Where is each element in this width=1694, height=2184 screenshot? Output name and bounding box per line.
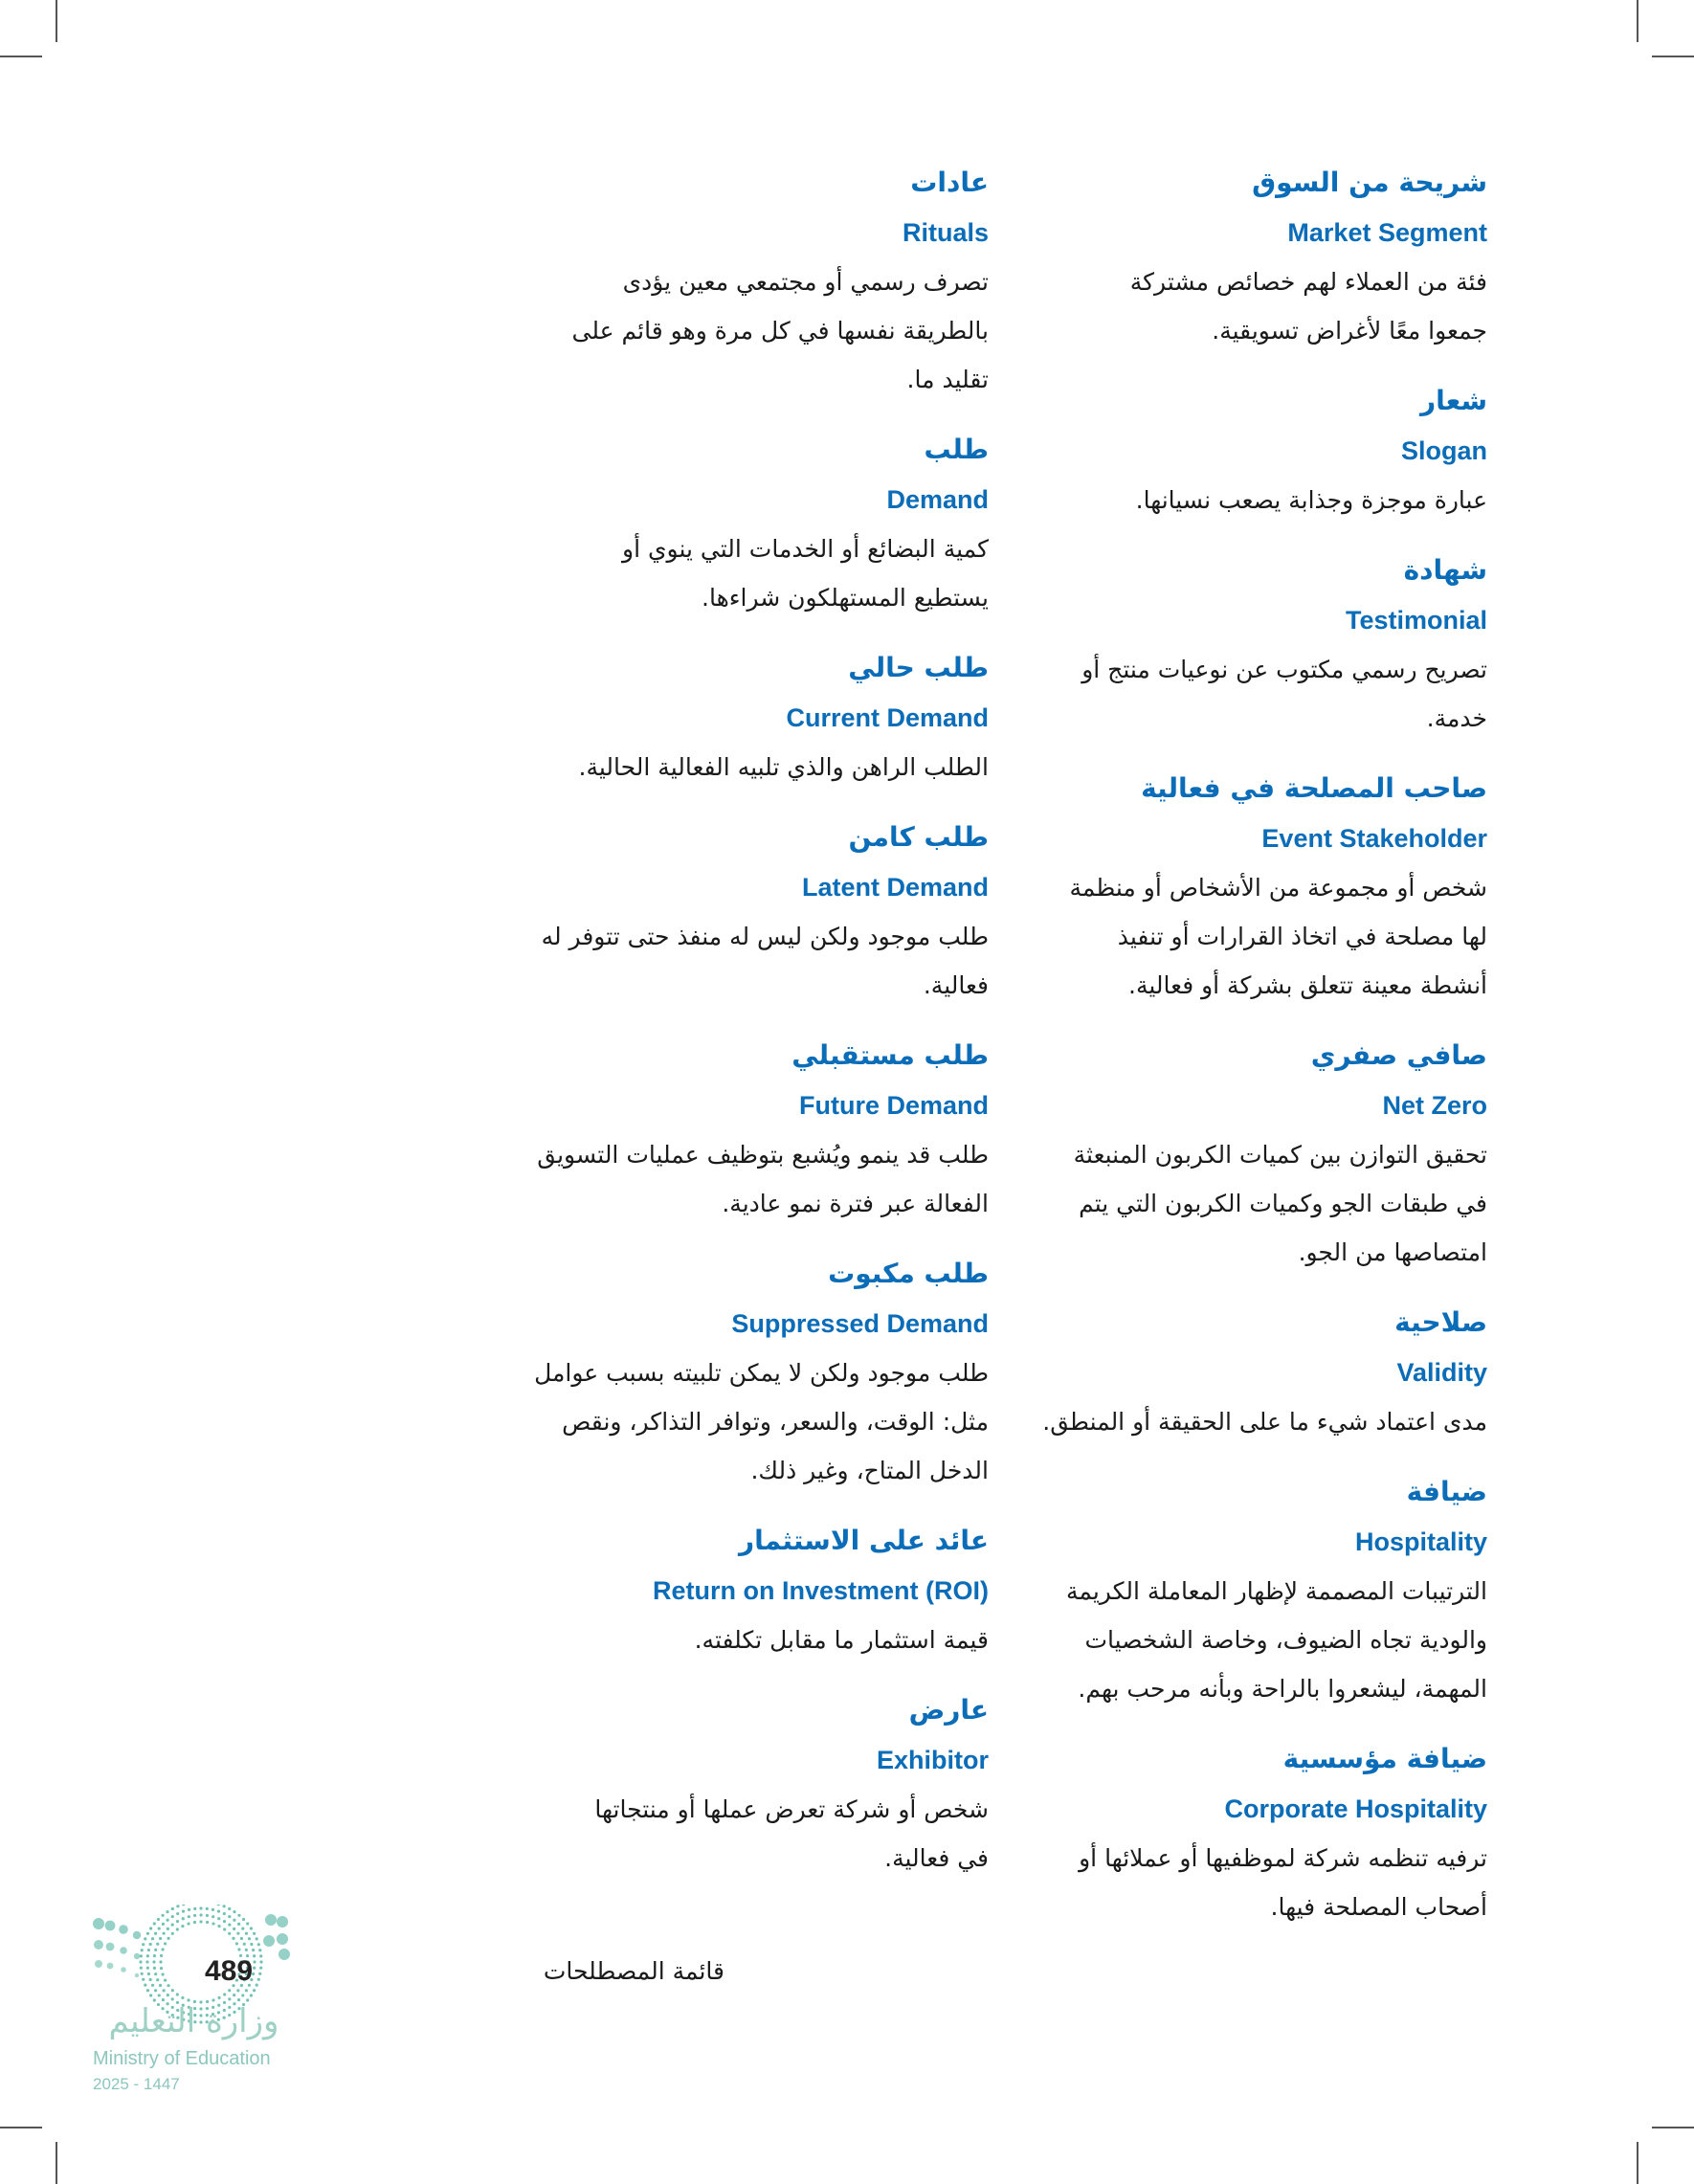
term-english: Validity [1396,1358,1487,1387]
logo-dot [146,1932,149,1935]
logo-dot [217,1910,220,1913]
logo-dot [250,1927,253,1929]
logo-dot [223,1993,226,1995]
logo-dot [163,1989,166,1992]
logo-dot [236,1989,239,1992]
definition-line: شخص أو شركة تعرض عملها أو منتجاتها [594,1795,989,1823]
definition-line: قيمة استثمار ما مقابل تكلفته. [694,1626,989,1654]
logo-dot [144,1937,146,1940]
logo-dot [212,1915,214,1918]
crop-mark [1637,2142,1638,2184]
crop-mark [1637,0,1638,42]
term-arabic: شريحة من السوق [1252,167,1487,198]
logo-dot [147,1949,150,1951]
logo-dot [236,1932,239,1935]
logo-dot [95,1960,102,1968]
logo-dot [171,1989,174,1992]
logo-dot [135,1973,139,1977]
definition-line: المهمة، ليشعروا بالراحة وبأنه مرحب بهم. [1078,1675,1487,1703]
definition-line: كمية البضائع أو الخدمات التي ينوي أو [622,535,989,563]
logo-dot [156,1943,159,1946]
logo-dot [223,1928,226,1930]
definition-line: يستطيع المستهلكون شراءها. [702,584,989,612]
logo-dot [167,1984,169,1987]
logo-dot [182,1917,185,1920]
logo-dot [164,1978,167,1981]
logo-dot [253,1960,256,1963]
glossary-entry [491,1029,989,1228]
logo-dot [157,1918,160,1921]
logo-dot [121,1967,126,1972]
logo-dot [167,1928,169,1930]
logo-dot [245,1932,248,1935]
glossary-entry [491,1247,989,1495]
logo-dot [250,1994,253,1996]
term-english: Slogan [1400,436,1487,465]
logo-dot [259,1960,262,1963]
crop-mark [56,2142,57,2184]
logo-dot [162,1998,165,2001]
logo-dot [154,1972,157,1975]
logo-dot [141,1949,144,1951]
term-arabic: طلب مستقبلي [791,1039,989,1071]
logo-dot [140,1967,143,1970]
definition-line: فعالية. [923,971,989,999]
section-title: قائمة المصطلحات [543,1957,724,1985]
logo-dot [139,1960,142,1963]
definition-line: طلب قد ينمو ويُشبع بتوظيف عمليات التسويق [537,1141,989,1169]
glossary-entry [990,1465,1487,1713]
logo-dot [212,1922,214,1925]
term-arabic: ضيافة مؤسسية [1282,1743,1487,1774]
logo-dot [258,1972,261,1975]
logo-dot [171,1924,174,1927]
logo-dot [193,1914,196,1917]
logo-dot [199,1913,202,1916]
logo-dot [152,1960,155,1963]
logo-dot [259,1967,262,1970]
logo-dot [159,1960,162,1963]
logo-dot [277,1916,288,1928]
logo-dot [228,1997,231,2000]
logo-dot [253,1932,256,1935]
logo-dot [199,1920,202,1923]
definition-line: تصرف رسمي أو مجتمعي معين يؤدى [622,268,989,296]
definition-line: مدى اعتماد شيء ما على الحقيقة أو المنطق. [1042,1408,1487,1436]
logo-dot [140,1954,143,1957]
logo-dot [228,1932,231,1935]
term-english: Demand [886,485,989,514]
definition-line: الدخل المتاح، وغير ذلك. [750,1457,989,1484]
glossary-column-left [491,156,989,1902]
logo-dot [161,1948,164,1950]
logo-dot [151,1984,154,1987]
logo-dot [161,1972,164,1975]
definition-line: فئة من العملاء لهم خصائص مشتركة [1129,268,1487,296]
term-arabic: صافي صفري [1310,1039,1487,1071]
logo-dot [217,1925,220,1928]
edition-year: 2025 - 1447 [93,2075,180,2093]
logo-dot [171,1907,174,1910]
logo-dot [256,1937,258,1940]
logo-dot [233,1994,235,1996]
glossary-entry [990,762,1487,1010]
term-english: Rituals [902,218,989,247]
logo-dot [166,1910,168,1913]
logo-dot [188,1915,190,1918]
logo-dot [106,1943,115,1951]
definition-line: تحقيق التوازن بين كميات الكربون المنبعثة [1073,1141,1487,1169]
logo-dot [187,1922,189,1925]
logo-dot [158,1927,161,1929]
ministry-name-en: Ministry of Education [93,2048,271,2069]
logo-dot [144,1984,146,1987]
definition-line: تقليد ما. [906,366,989,393]
term-arabic: صلاحية [1394,1306,1487,1338]
glossary-entry [491,423,989,622]
logo-dot [171,1915,174,1918]
definition-line: طلب موجود ولكن ليس له منفذ حتى تتوفر له [541,923,989,950]
logo-dot [232,1937,234,1940]
logo-dot [105,1921,116,1931]
logo-dot [253,1989,256,1992]
logo-dot [246,1922,249,1925]
logo-dot [206,1907,209,1910]
logo-dot [241,1927,244,1929]
logo-dot [182,1910,185,1913]
logo-dot [245,1989,248,1992]
logo-dot [146,1954,149,1957]
logo-dot [235,1942,238,1945]
logo-dot [149,1978,152,1981]
logo-dot [160,1967,163,1970]
logo-dot [119,1925,128,1934]
term-arabic: عارض [908,1694,989,1726]
logo-dot [257,1978,260,1981]
logo-dot [159,1984,162,1987]
logo-dot [154,1949,157,1951]
ministry-name-ar: وزارة التعليم [108,2002,279,2040]
term-arabic: صاحب المصلحة في فعالية [1141,772,1487,804]
definition-line: طلب موجود ولكن لا يمكن تلبيته بسبب عوامل [534,1359,989,1387]
logo-dot [145,1960,148,1963]
logo-dot [154,1989,157,1992]
logo-dot [243,1943,246,1946]
logo-dot [120,1947,127,1954]
term-english: Net Zero [1382,1091,1487,1120]
logo-dot [257,1943,260,1946]
logo-dot [265,1914,277,1926]
glossary-entry [990,374,1487,524]
logo-dot [167,1994,169,1996]
glossary-entry [491,1514,989,1664]
logo-dot [223,1905,226,1907]
logo-dot [146,1967,149,1970]
definition-line: مثل: الوقت، والسعر، وتوافر التذاكر، ونقص [562,1408,989,1436]
logo-dot [176,1928,179,1930]
logo-dot [223,1912,226,1915]
glossary-entry [990,544,1487,743]
definition-line: أصحاب المصلحة فيها. [1270,1893,1487,1921]
logo-dot [233,1910,235,1913]
definition-line: امتصاصها من الجو. [1298,1238,1487,1266]
term-english: Market Segment [1287,218,1487,247]
logo-dot [134,1953,140,1959]
term-arabic: شعار [1420,385,1487,416]
logo-dot [149,1927,152,1929]
logo-dot [212,1908,214,1911]
glossary-entry [491,1683,989,1883]
logo-dot [158,1994,161,1996]
logo-dot [162,1923,165,1926]
logo-dot [149,1943,152,1946]
logo-dot [253,1967,256,1970]
logo-dot [141,1972,144,1975]
page-number: 489 [205,1955,254,1987]
term-english: Hospitality [1354,1527,1487,1556]
logo-dot [176,1912,179,1915]
definition-line: في فعالية. [884,1844,989,1872]
logo-dot [258,1949,261,1951]
logo-dot [279,1949,290,1960]
term-arabic: شهادة [1403,554,1487,586]
logo-dot [142,1978,145,1981]
logo-dot [93,1918,104,1929]
definition-line: جمعوا معًا لأغراض تسويقية. [1212,317,1487,345]
term-english: Return on Investment (ROI) [652,1576,989,1605]
logo-dot [206,1914,209,1917]
term-english: Testimonial [1345,606,1487,635]
logo-dot [237,1948,240,1950]
logo-dot [252,1949,255,1951]
crop-mark [56,0,57,42]
logo-dot [237,1923,240,1926]
logo-dot [154,1932,157,1935]
glossary-entry [990,1296,1487,1446]
logo-dot [228,1915,231,1918]
logo-dot [223,1920,226,1923]
logo-dot [146,1989,149,1992]
term-english: Corporate Hospitality [1224,1794,1487,1823]
logo-dot [188,1908,190,1911]
term-arabic: طلب حالي [848,652,989,683]
crop-mark [0,2127,42,2128]
logo-dot [160,1954,163,1957]
logo-dot [259,1954,262,1957]
logo-dot [167,1937,169,1940]
logo-dot [142,1943,145,1946]
term-arabic: ضيافة [1406,1476,1487,1507]
logo-dot [176,1920,179,1923]
logo-dot [133,1931,141,1939]
glossary-entry [990,1732,1487,1931]
logo-dot [199,1906,202,1909]
logo-dot [217,1917,220,1920]
logo-dot [171,1997,174,2000]
logo-dot [176,1993,179,1995]
logo-dot [245,1949,248,1951]
logo-dot [156,1978,159,1981]
definition-line: عبارة موجزة وجذابة يصعب نسيانها. [1135,486,1487,514]
logo-dot [176,1905,179,1907]
logo-dot [256,1984,258,1987]
logo-dot [206,1921,209,1924]
definition-line: الفعالة عبر فترة نمو عادية. [722,1190,989,1217]
definition-line: شخص أو مجموعة من الأشخاص أو منظمة [1069,874,1487,902]
logo-dot [153,1922,156,1925]
definition-line: تصريح رسمي مكتوب عن نوعيات منتج أو [1081,656,1487,683]
logo-dot [250,1943,253,1946]
term-arabic: عائد على الاستثمار [739,1525,989,1556]
logo-dot [228,1989,231,1992]
definition-line: والودية تجاه الضيوف، وخاصة الشخصيات [1084,1626,1487,1654]
term-arabic: عادات [910,167,989,198]
term-english: Current Demand [786,703,989,732]
term-english: Event Stakeholder [1261,824,1487,853]
logo-dot [240,1937,243,1940]
logo-dot [277,1933,288,1945]
logo-dot [159,1937,162,1940]
definition-line: الترتيبات المصممة لإظهار المعاملة الكريمة [1065,1577,1487,1605]
definition-line: الطلب الراهن والذي تلبيه الفعالية الحالية. [578,753,989,781]
logo-dot [193,1907,196,1910]
logo-dot [237,1914,240,1917]
logo-dot [233,1928,235,1930]
term-english: Latent Demand [801,873,989,902]
glossary-entry [491,811,989,1010]
definition-line: أنشطة معينة تتعلق بشركة أو فعالية. [1128,971,1487,999]
crop-mark [1652,2127,1694,2128]
term-arabic: طلب مكبوت [828,1258,989,1289]
logo-dot [94,1940,103,1950]
term-arabic: طلب كامن [848,821,989,853]
logo-dot [242,1918,245,1921]
term-english: Exhibitor [876,1746,989,1774]
logo-dot [233,1919,235,1922]
definition-line: ترفيه تنظمه شركة لموظفيها أو عملائها أو [1079,1844,1487,1872]
logo-dot [153,1967,156,1970]
logo-dot [181,1996,184,1999]
logo-dot [181,1925,184,1928]
term-arabic: طلب [924,434,989,465]
logo-dot [228,1907,231,1910]
definition-line: في طبقات الجو وكميات الكربون التي يتم [1079,1190,1487,1217]
logo-dot [147,1972,150,1975]
logo-dot [151,1937,154,1940]
logo-dot [263,1935,275,1947]
logo-dot [241,1994,244,1996]
crop-mark [0,56,42,57]
logo-dot [153,1954,156,1957]
logo-dot [149,1994,152,1996]
glossary-entry [491,641,989,791]
logo-dot [248,1937,251,1940]
logo-dot [237,1998,240,2001]
definition-line: بالطريقة نفسها في كل مرة وهو قائم على [571,317,989,345]
logo-dot [253,1954,256,1957]
glossary-column-right [990,156,1487,1950]
logo-dot [161,1914,164,1917]
glossary-entry [491,156,989,404]
glossary-entry [990,1029,1487,1277]
logo-dot [193,1921,196,1924]
logo-dot [163,1932,166,1935]
logo-dot [228,1924,231,1927]
term-english: Suppressed Demand [731,1309,989,1338]
logo-dot [164,1942,167,1945]
crop-mark [1652,56,1694,57]
logo-dot [217,1996,220,1999]
glossary-entry [990,156,1487,355]
logo-dot [107,1963,114,1970]
definition-line: لها مصلحة في اتخاذ القرارات أو تنفيذ [1117,923,1487,950]
logo-dot [171,1932,174,1935]
term-english: Future Demand [798,1091,989,1120]
logo-dot [166,1919,168,1922]
definition-line: خدمة. [1426,704,1487,732]
